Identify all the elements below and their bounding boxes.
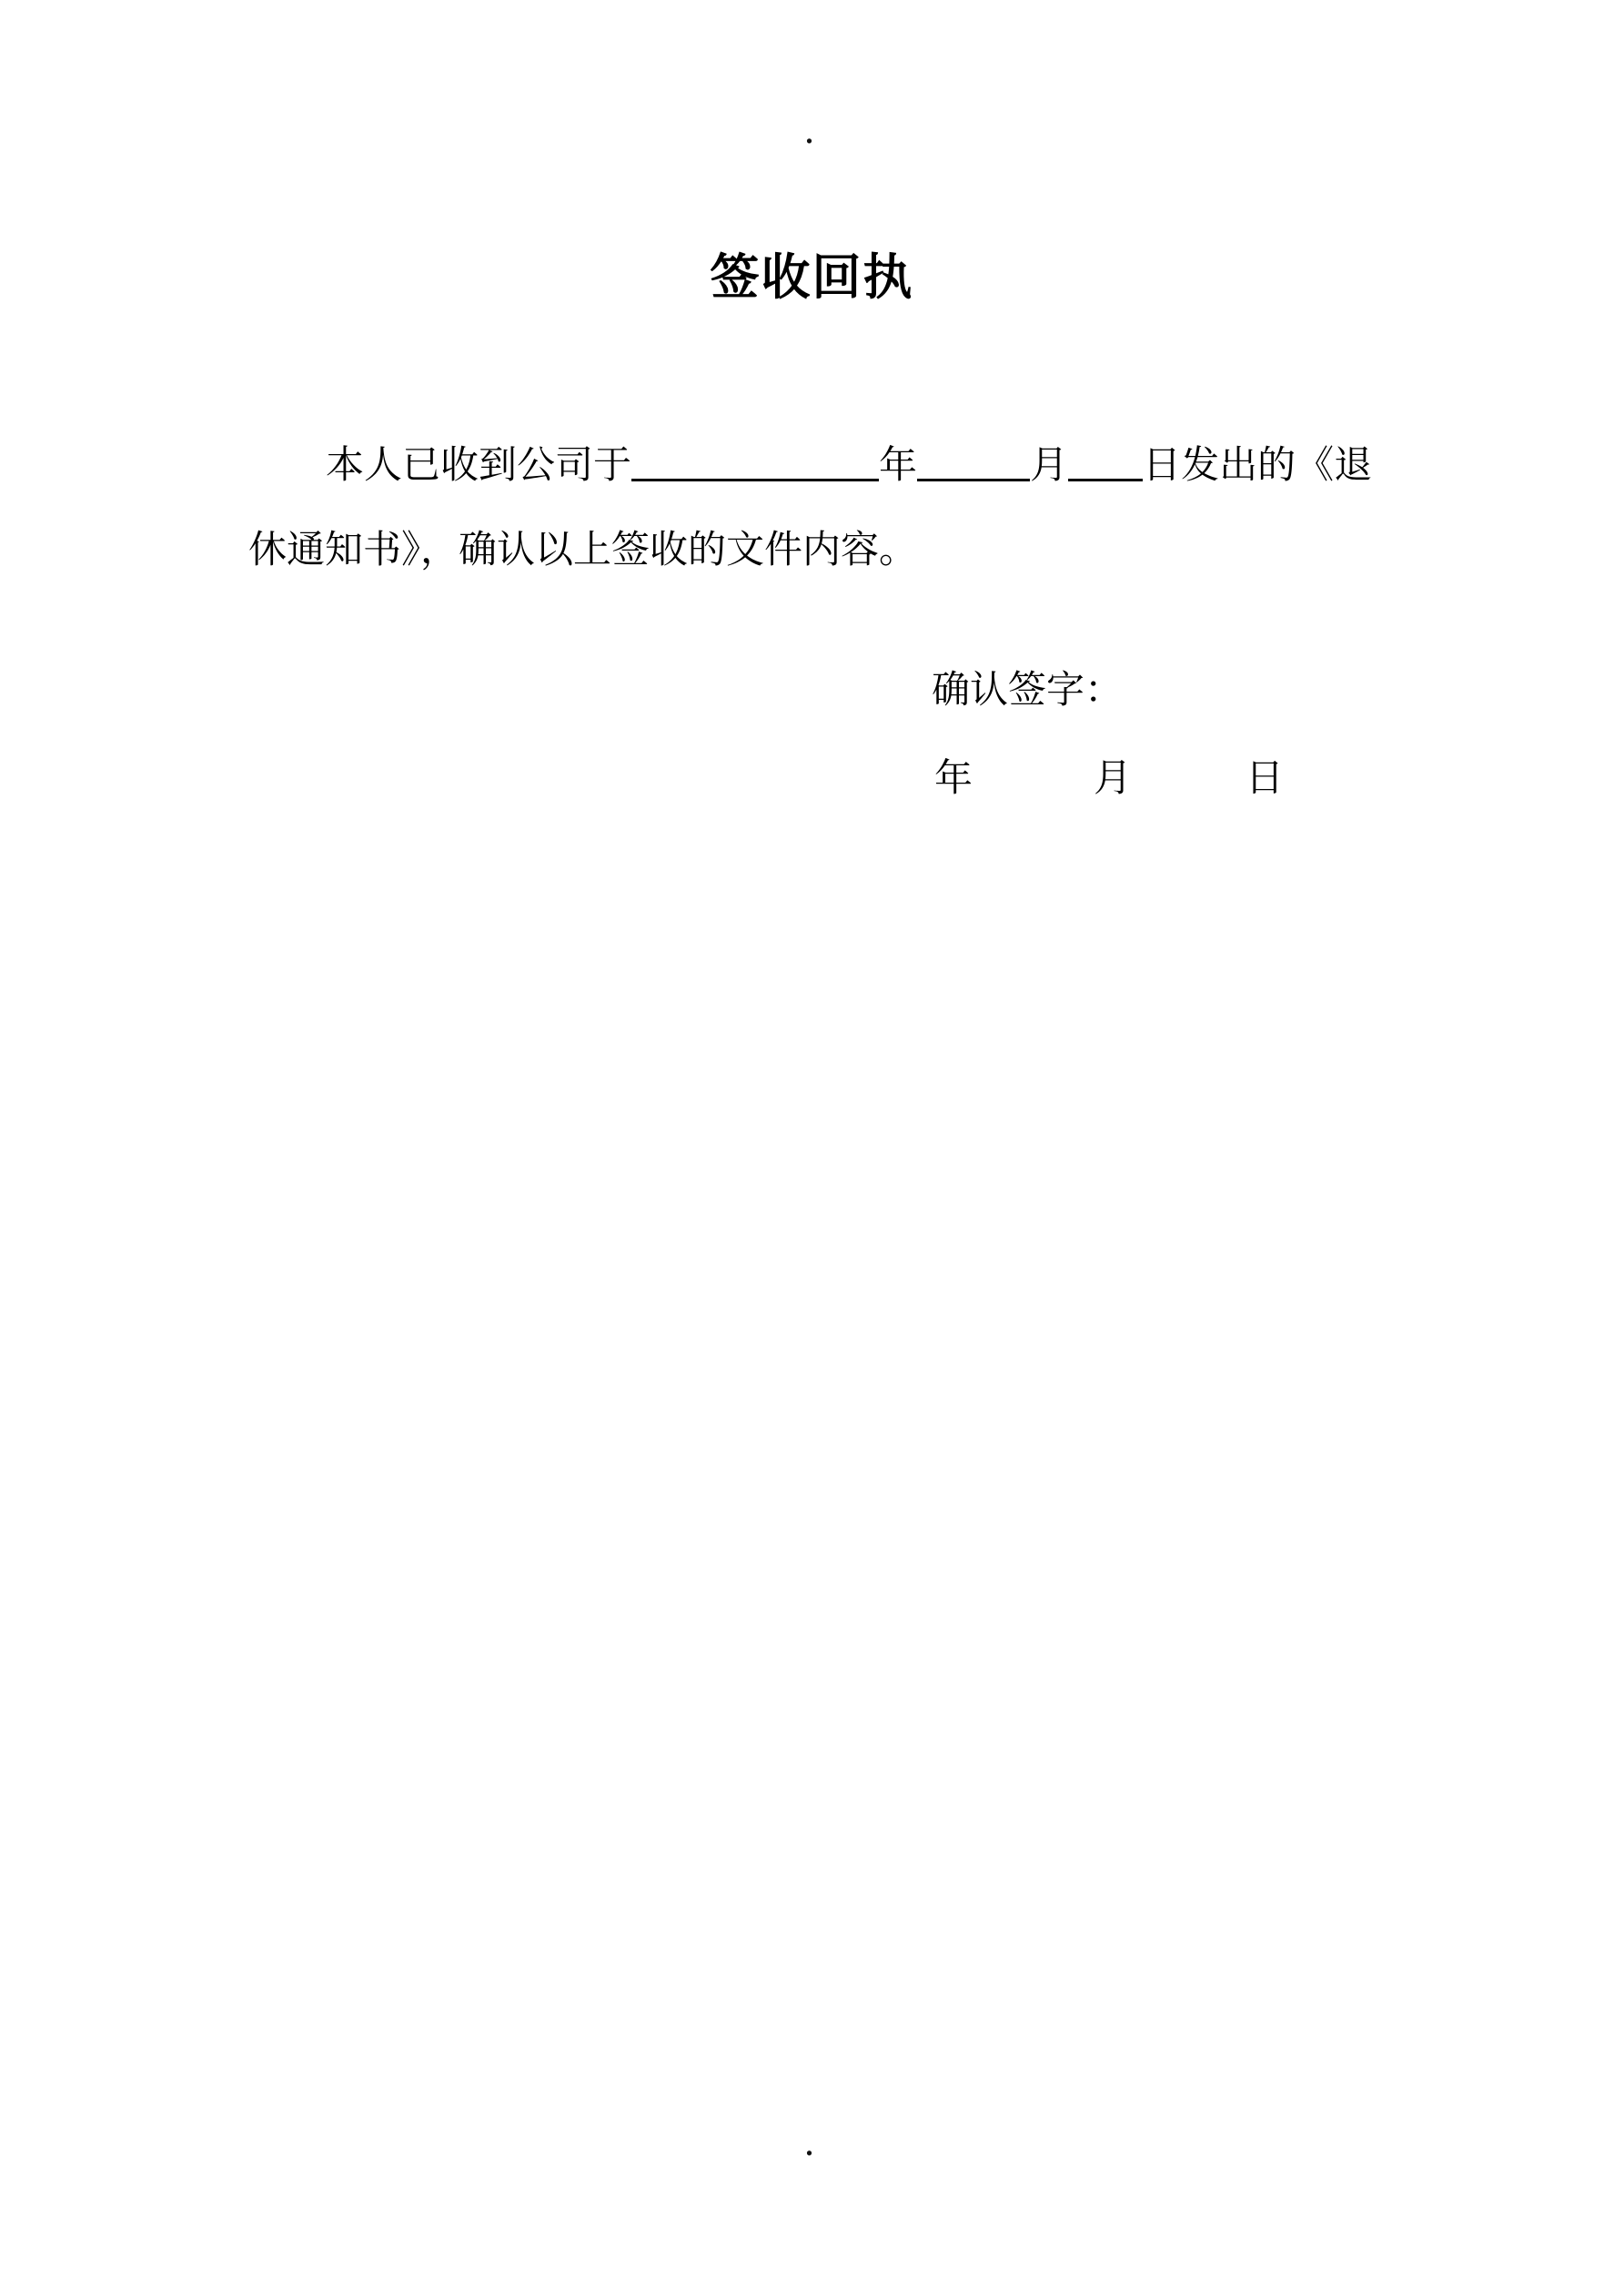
confirm-signature-line xyxy=(932,668,1123,713)
signature-day-label: 日 xyxy=(1246,758,1285,800)
page-bottom-period-mark: . xyxy=(804,2119,814,2164)
intro-paragraph xyxy=(248,424,1386,593)
document-title: 签收回执 xyxy=(710,250,914,306)
page-top-period-mark: . xyxy=(804,107,814,152)
year-blank-line xyxy=(631,475,879,481)
paragraph-text-before-year: 本人已收到公司于 xyxy=(326,445,632,487)
paragraph-text-after-day: 发出的《退休通知书》，确认以上签收的文件内容。 xyxy=(248,445,1373,571)
month-unit-label: 月 xyxy=(1030,445,1069,487)
day-unit-label: 日 xyxy=(1143,445,1182,487)
day-blank-line xyxy=(1068,475,1143,481)
month-blank-line xyxy=(917,475,1030,481)
signature-month-label: 月 xyxy=(1094,758,1133,800)
confirm-signature-label: 确认签字： xyxy=(932,670,1124,712)
signature-year-label: 年 xyxy=(934,758,973,800)
year-unit-label: 年 xyxy=(879,445,918,487)
signature-date-line xyxy=(934,756,1284,802)
